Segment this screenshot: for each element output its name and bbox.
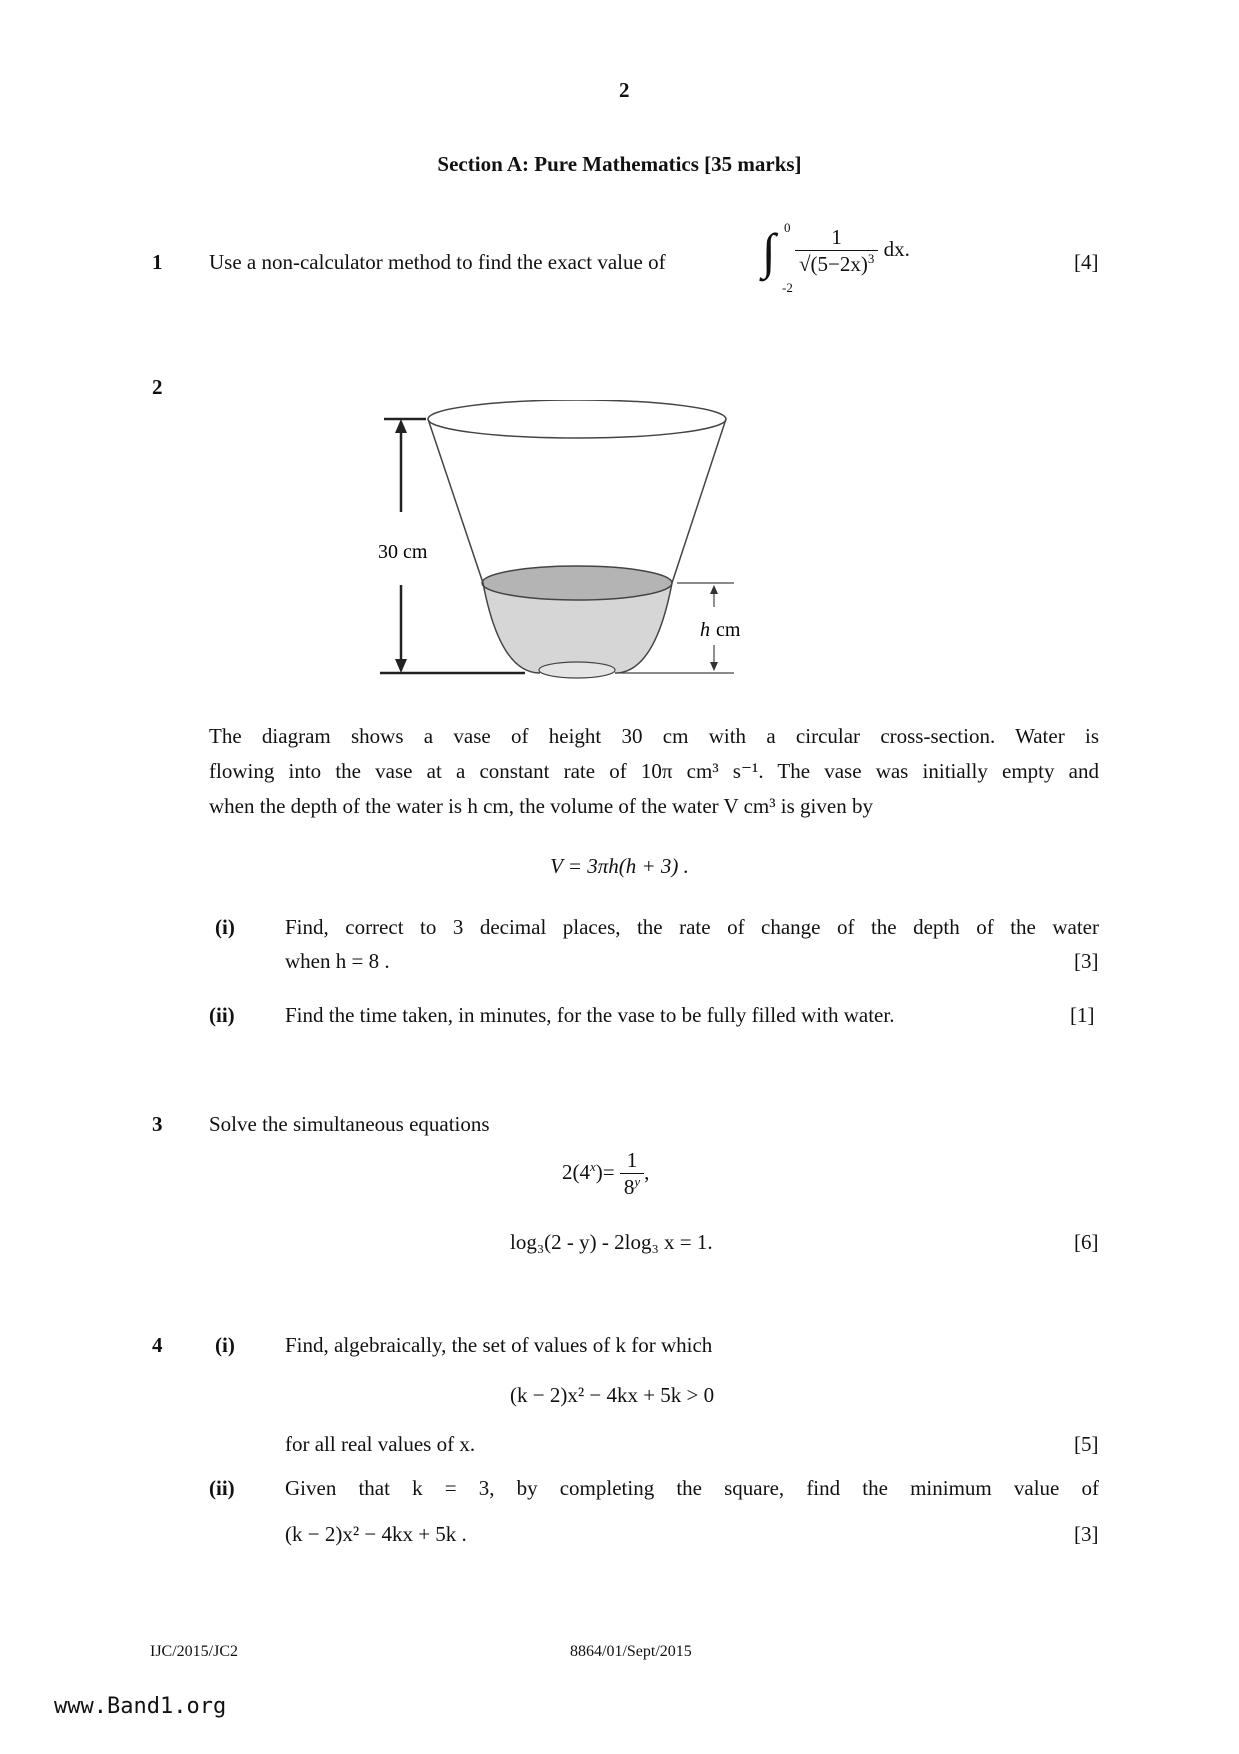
question-number-3: 3 xyxy=(152,1112,163,1136)
equation-2: log₃(2 - y) - 2log₃ x = 1. xyxy=(510,1230,713,1254)
q2-paragraph-line-1: The diagram shows a vase of height 30 cm with a circular cross-section. Water is xyxy=(209,724,1099,748)
question-1-text: Use a non-calculator method to find the exact value of xyxy=(209,250,666,274)
vase-rim xyxy=(428,400,726,438)
part-label-2i: (i) xyxy=(215,915,235,939)
part-label-4ii: (ii) xyxy=(209,1476,235,1500)
integral-expression: ∫ 0 -2 $\frac{1}{√(5-2x)^3}$ dx. xyxy=(762,220,910,295)
marks-2ii: [1] xyxy=(1070,1003,1095,1027)
part-2i-line-2: when h = 8 . xyxy=(285,949,390,973)
part-2ii-line-1: Find the time taken, in minutes, for the vase to be fully filled with water. xyxy=(285,1003,895,1027)
footer-left: IJC/2015/JC2 xyxy=(150,1643,239,1660)
part-4ii-line-2: (k − 2)x² − 4kx + 5k . xyxy=(285,1522,467,1546)
depth-label: h xyxy=(700,619,710,641)
svg-text:cm: cm xyxy=(716,619,741,641)
vase-base xyxy=(539,662,615,678)
marks-4i: [5] xyxy=(1074,1432,1099,1456)
marks-4ii: [3] xyxy=(1074,1522,1099,1546)
height-label: 30 cm xyxy=(378,541,428,563)
part-4i-line-1: Find, algebraically, the set of values of k for which xyxy=(285,1333,713,1357)
vase-diagram xyxy=(370,400,770,690)
part-label-2ii: (ii) xyxy=(209,1003,235,1027)
inequality: (k − 2)x² − 4kx + 5k > 0 xyxy=(510,1383,715,1407)
part-2i-line-1: Find, correct to 3 decimal places, the rate of change of the depth of the water xyxy=(285,915,1099,939)
water-surface xyxy=(482,566,672,600)
part-label-4i: (i) xyxy=(215,1333,235,1357)
q2-paragraph-line-3: when the depth of the water is h cm, the volume of the water V cm³ is given by xyxy=(209,794,873,818)
question-number-2: 2 xyxy=(152,375,163,399)
page-number: 2 xyxy=(619,78,630,102)
question-3-text: Solve the simultaneous equations xyxy=(209,1112,490,1136)
marks-q1: [4] xyxy=(1074,250,1099,274)
marks-q3: [6] xyxy=(1074,1230,1099,1254)
part-4ii-line-1: Given that k = 3, by completing the square, find the minimum value of xyxy=(285,1476,1099,1500)
integral-sign: ∫ xyxy=(762,223,776,279)
question-number-1: 1 xyxy=(152,250,163,274)
volume-formula: V = 3πh(h + 3) . xyxy=(550,854,689,878)
integrand-fraction: $\frac{1}{√(5-2x)^3}$ xyxy=(795,225,878,277)
part-4i-line-2: for all real values of x. xyxy=(285,1432,476,1456)
section-heading: Section A: Pure Mathematics [35 marks] xyxy=(437,152,802,176)
question-number-4: 4 xyxy=(152,1333,163,1357)
q2-paragraph-line-2: flowing into the vase at a constant rate of 10π cm³ s⁻¹. The vase was initially empty and xyxy=(209,759,1099,783)
watermark: www.Band1.org xyxy=(54,1694,227,1719)
marks-2i: [3] xyxy=(1074,949,1099,973)
equation-1: $2(4^x)=$ $\frac{1}{8^y}$ , xyxy=(562,1148,650,1199)
footer-center: 8864/01/Sept/2015 xyxy=(570,1643,692,1660)
